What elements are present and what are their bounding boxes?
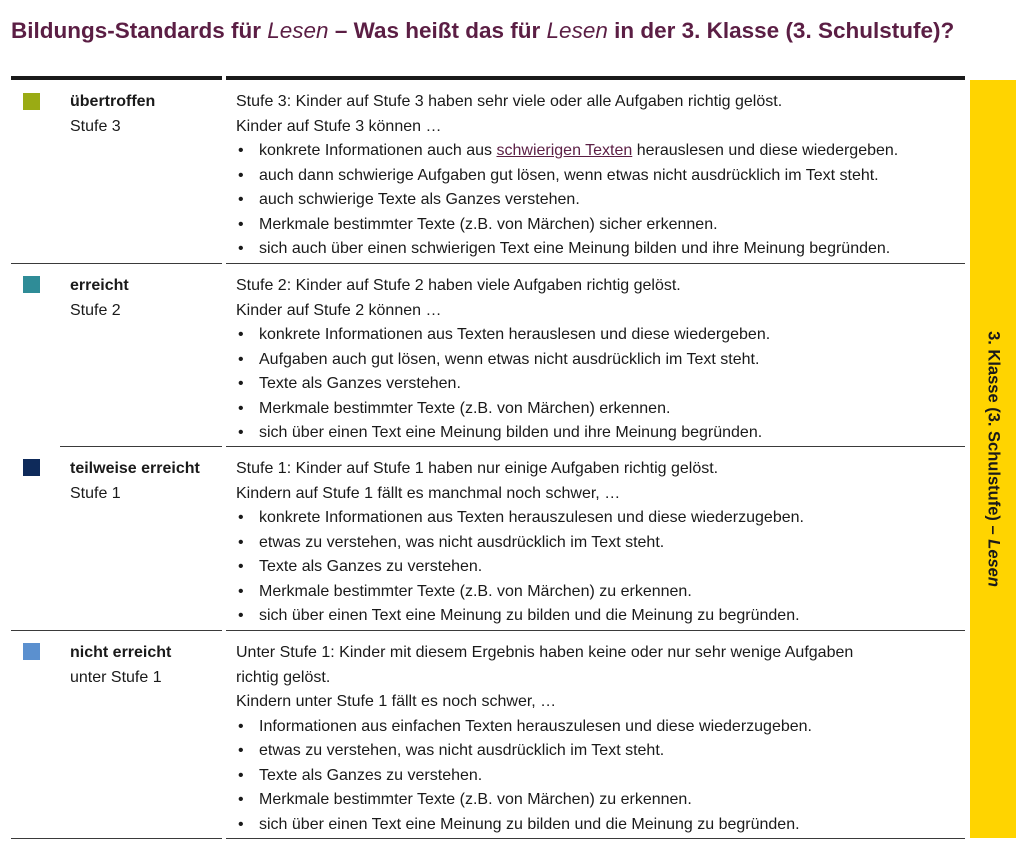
- row-divider: [226, 838, 965, 839]
- level-intro: Kindern unter Stufe 1 fällt es noch schwer, …: [236, 693, 557, 710]
- title-part: – Was heißt das für: [328, 18, 547, 43]
- level-cell: [70, 641, 220, 690]
- list-item: • konkrete Informationen aus Texten herauslesen und diese wiedergeben.: [236, 323, 961, 348]
- level-stufe: unter Stufe 1: [70, 668, 162, 686]
- table-row: [0, 447, 970, 630]
- skill-list: [236, 139, 961, 262]
- level-name: nicht erreicht: [70, 644, 172, 661]
- level-description: Unter Stufe 1: Kinder mit diesem Ergebnis haben keine oder nur sehr wenige Aufgaben: [236, 644, 854, 661]
- table-row: [0, 80, 970, 263]
- sidebar-label: [984, 331, 1003, 587]
- list-item: • Texte als Ganzes verstehen.: [236, 372, 961, 397]
- row-divider: [11, 838, 222, 839]
- level-color-swatch: [23, 459, 40, 476]
- level-cell: [70, 274, 220, 323]
- list-item: • konkrete Informationen aus Texten herauszulesen und diese wiederzugeben.: [236, 506, 961, 531]
- difficult-texts-link[interactable]: schwierigen Texten: [496, 142, 633, 159]
- description-cell: [236, 641, 961, 837]
- grade-sidebar: [970, 80, 1016, 838]
- level-cell: [70, 90, 220, 139]
- title-part-italic: Lesen: [267, 18, 329, 43]
- list-item: • Aufgaben auch gut lösen, wenn etwas nicht ausdrücklich im Text steht.: [236, 348, 961, 373]
- level-color-swatch: [23, 93, 40, 110]
- level-intro: Kinder auf Stufe 3 können …: [236, 117, 442, 135]
- list-item: • Merkmale bestimmter Texte (z.B. von Märchen) zu erkennen.: [236, 580, 961, 605]
- table-row: [0, 264, 970, 446]
- bullet-text: konkrete Informationen auch aus: [259, 142, 497, 159]
- level-intro: Kindern auf Stufe 1 fällt es manchmal noch schwer, …: [236, 484, 621, 502]
- level-name: erreicht: [70, 277, 129, 294]
- level-description: Stufe 1: Kinder auf Stufe 1 haben nur einige Aufgaben richtig gelöst.: [236, 460, 719, 477]
- list-item: • auch dann schwierige Aufgaben gut lösen, wenn etwas nicht ausdrücklich im Text steht.: [236, 164, 961, 189]
- table-row: [0, 631, 970, 838]
- list-item: • Merkmale bestimmter Texte (z.B. von Märchen) zu erkennen.: [236, 788, 961, 813]
- description-cell: [236, 274, 961, 446]
- skill-list: [236, 506, 961, 629]
- description-cell: [236, 90, 961, 262]
- level-stufe: Stufe 3: [70, 117, 121, 135]
- list-item: • Texte als Ganzes zu verstehen.: [236, 555, 961, 580]
- level-description-cont: richtig gelöst.: [236, 668, 331, 686]
- sidebar-text-italic: Lesen: [984, 539, 1003, 587]
- list-item: • Informationen aus einfachen Texten herauszulesen und diese wiederzugeben.: [236, 715, 961, 740]
- level-cell: [70, 457, 220, 506]
- list-item: • auch schwierige Texte als Ganzes verstehen.: [236, 188, 961, 213]
- list-item: • Merkmale bestimmter Texte (z.B. von Märchen) erkennen.: [236, 397, 961, 422]
- title-part: in der 3. Klasse (3. Schulstufe)?: [607, 18, 955, 43]
- list-item: • Texte als Ganzes zu verstehen.: [236, 764, 961, 789]
- level-color-swatch: [23, 643, 40, 660]
- level-description: Stufe 3: Kinder auf Stufe 3 haben sehr viele oder alle Aufgaben richtig gelöst.: [236, 93, 783, 110]
- list-item: [236, 139, 961, 164]
- list-item: • etwas zu verstehen, was nicht ausdrücklich im Text steht.: [236, 531, 961, 556]
- description-cell: [236, 457, 961, 629]
- list-item: • sich über einen Text eine Meinung zu bilden und die Meinung zu begründen.: [236, 604, 961, 629]
- title-part: Bildungs-Standards für: [11, 18, 268, 43]
- level-description: Stufe 2: Kinder auf Stufe 2 haben viele Aufgaben richtig gelöst.: [236, 277, 681, 294]
- list-item: • sich über einen Text eine Meinung bilden und ihre Meinung begründen.: [236, 421, 961, 446]
- level-intro: Kinder auf Stufe 2 können …: [236, 301, 442, 319]
- page-title: [11, 18, 954, 44]
- title-part-italic: Lesen: [546, 18, 608, 43]
- list-item: • Merkmale bestimmter Texte (z.B. von Märchen) sicher erkennen.: [236, 213, 961, 238]
- list-item: • sich über einen Text eine Meinung zu bilden und die Meinung zu begründen.: [236, 813, 961, 838]
- level-name: teilweise erreicht: [70, 460, 200, 477]
- bullet-text: herauslesen und diese wiedergeben.: [632, 142, 899, 159]
- level-color-swatch: [23, 276, 40, 293]
- list-item: • etwas zu verstehen, was nicht ausdrücklich im Text steht.: [236, 739, 961, 764]
- level-name: übertroffen: [70, 93, 156, 110]
- list-item: • sich auch über einen schwierigen Text eine Meinung bilden und ihre Meinung begründen.: [236, 237, 961, 262]
- level-stufe: Stufe 2: [70, 301, 121, 319]
- level-stufe: Stufe 1: [70, 484, 121, 502]
- skill-list: [236, 715, 961, 838]
- sidebar-text: 3. Klasse (3. Schulstufe) –: [984, 331, 1003, 540]
- skill-list: [236, 323, 961, 446]
